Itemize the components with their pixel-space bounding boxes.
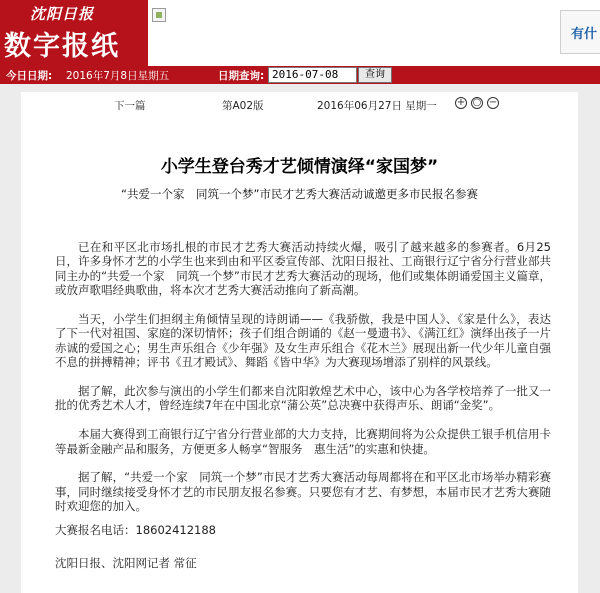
date-bar	[0, 66, 600, 84]
banner-image	[152, 6, 536, 60]
article-paragraph: 当天，小学生们担纲主角倾情呈现的诗朗诵——《我骄傲，我是中国人》、《家是什么》，表达了下一代对祖国、家庭的深切情怀；孩子们组合朗诵的《赵一曼遗书》、《满江红》演绎出孩子一片赤诚的爱国之心；男生声乐组合《少年强》及女生声乐组合《花木兰》展现出新一代少年儿童自强不息的拼搏精神；评书《丑才殿试》、舞蹈《皆中华》为大赛现场增添了别样的风景线。	[55, 312, 551, 370]
date-query-input[interactable]: 2016-07-08	[268, 67, 357, 83]
zoom-in-icon[interactable]: +	[456, 97, 466, 108]
article-paragraph: 据了解，“共爱一个家 同筑一个梦”市民才艺秀大赛活动每周都将在和平区北市场举办精彩赛事，同时继续接受身怀才艺的市民朋友报名参赛。只要您有才艺、有梦想，本届市民才艺秀大赛随时欢迎您的加入。	[55, 470, 551, 514]
date-query-label: 日期查询:	[218, 70, 265, 82]
query-button[interactable]: 查询	[358, 67, 392, 83]
publish-date: 2016年06月27日 星期一	[317, 100, 437, 112]
zoom-out-icon[interactable]: −	[488, 97, 498, 108]
article-title: 小学生登台秀才艺倾情演绎“家国梦”	[160, 157, 439, 177]
article-page	[21, 92, 578, 593]
today-date-label: 今日日期:	[6, 70, 53, 82]
article-credit: 沈阳日报、沈阳网记者 常征	[55, 556, 197, 570]
site-logo[interactable]	[0, 0, 148, 66]
article-paragraph: 本届大赛得到工商银行辽宁省分行营业部的大力支持，比赛期间将为公众提供工银手机信用卡等最新金融产品和服务，方便更多人畅享“智服务 惠生活”的实惠和快捷。	[55, 427, 551, 456]
ad-text: 有什	[571, 27, 598, 42]
site-header	[0, 0, 600, 66]
ad-banner[interactable]	[560, 10, 600, 54]
edition-label: 第A02版	[222, 100, 264, 112]
today-date-value: 2016年7月8日星期五	[66, 70, 170, 82]
zoom-reset-icon[interactable]: ○	[472, 97, 482, 108]
broken-image-icon	[152, 8, 166, 22]
logo-title: 数字报纸	[4, 31, 120, 62]
article-subtitle: “共爱一个家 同筑一个梦”市民才艺秀大赛活动诚邀更多市民报名参赛	[121, 187, 478, 201]
article-nav	[21, 92, 578, 114]
next-article-link[interactable]: 下一篇	[114, 100, 146, 112]
logo-newspaper-name: 沈阳日报	[30, 5, 95, 23]
article-paragraph: 已在和平区北市场扎根的市民才艺秀大赛活动持续火爆，吸引了越来越多的参赛者。6月25日，许多身怀才艺的小学生也来到由和平区委宣传部、沈阳日报社、工商银行辽宁省分行营业部共同主办的“共爱一个家 同筑一个梦”市民才艺秀大赛活动的现场，他们或集体朗诵爱国主义篇章，或放声歌唱经典歌曲，将本次才艺秀大赛活动推向了新高潮。	[55, 240, 551, 298]
contact-phone: 大赛报名电话：18602412188	[55, 523, 216, 537]
article-paragraph: 据了解，此次参与演出的小学生们都来自沈阳敦煌艺术中心，该中心为各学校培养了一批又一批的优秀艺术人才，曾经连续7年在中国北京“蒲公英”总决赛中获得声乐、朗诵“金奖”。	[55, 384, 551, 413]
article-body	[55, 240, 551, 528]
